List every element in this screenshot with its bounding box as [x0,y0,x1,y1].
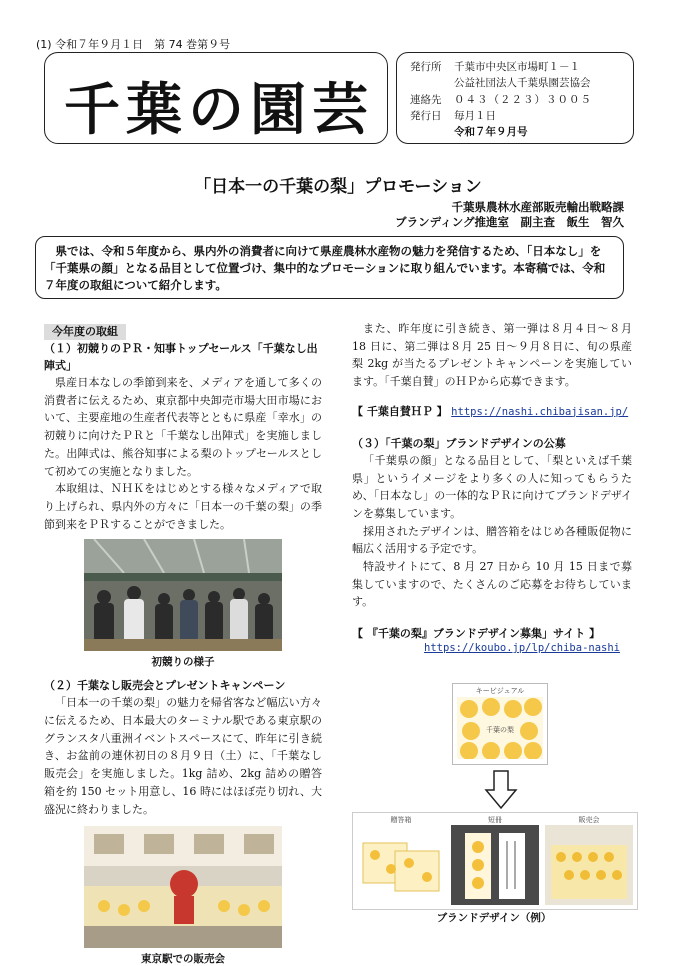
sales-booth-image [545,825,633,905]
contact-phone: ０４３（２２３）３００５ [454,94,592,106]
gift-box-label: 贈答箱 [390,816,412,824]
key-visual-mini-text: 千葉の梨 [486,726,514,734]
issued-month: 令和７年９月号 [454,126,528,138]
link-label-chibajisan: 【 千葉自賛ＨＰ 】 [352,404,448,418]
link-row-koubo [352,625,632,654]
article-author [395,200,624,230]
tanzaku-label: 短冊 [488,816,502,824]
key-visual-label: キービジュアル [475,687,525,695]
issued-label: 発行日 [410,110,442,122]
paragraph-period: 特設サイトにて、8 月 27 日から 10 月 15 日まで募集していますので、たくさんのご応募をお待ちしています。 [352,560,632,609]
paragraph-sales-event: 「日本一の千葉の梨」の魅力を帰省客など幅広い方々に伝えるため、日本最大のターミナル駅である東京駅のグランスタ八重洲イベントスペースにて、昨年に引き続き、お盆前の連休初日の８月９日（土）に、「千葉なし販売会」を実施しました。1kg 詰め、2kg 詰めの贈答箱を約 150 セット用意し、16 時にはほぼ売り切れ、大盛況に終わりました。 [44,696,322,816]
sales-booth-label: 販売会 [578,816,600,824]
right-column [352,320,632,654]
link-label-koubo: 【 『千葉の梨』ブランドデザイン募集」サイト 】 [352,627,601,641]
example-sales-booth [545,815,633,905]
lead-text: 県では、令和５年度から、県内外の消費者に向けて県産農林水産物の魅力を発信するため、「日本なし」を「千葉県の顔」となる品目として位置づけ、集中的なプロモーションに取り組んでいます。本寄稿では、令和７年度の取組について紹介します。 [44,244,606,292]
auction-photo-image [84,539,282,651]
heading-first-auction: （１）初競りのＰＲ・知事トップセールス「千葉なし出陣式」 [44,342,318,372]
example-gift-box [357,815,445,905]
key-visual-image [457,697,543,759]
example-tanzaku [451,815,539,905]
paragraph-usage: 採用されたデザインは、贈答箱をはじめ各種販促物に幅広く活用する予定です。 [352,524,632,556]
contact-label: 連絡先 [410,94,442,106]
photo-first-auction [84,539,282,651]
paragraph-first-auction: 県産日本なしの季節到来を、メディアを通して多くの消費者に伝えるため、東京都中央卸売市場大田市場において、主要産地の生産者代表等とともに県産「幸水」の初競りに向けたＰＲと「千葉なし出陣式」を実施しました。出陣式は、熊谷知事による梨のトップセールスとして初めての実施となりました。 [44,376,322,478]
heading-brand-design: （３）「千葉の梨」ブランドデザインの公募 [352,436,566,450]
chibajisan-link[interactable]: https://nashi.chibajisan.jp/ [451,405,629,418]
heading-sales-event: （２）千葉なし販売会とプレゼントキャンペーン [44,679,286,693]
caption-first-auction: 初競りの様子 [151,656,215,669]
gift-box-image [357,825,445,905]
tanzaku-image [451,825,539,905]
issued-frequency: 毎月１日 [454,110,496,122]
section-tag: 今年度の取組 [44,324,126,340]
publisher-address: 千葉市中央区市場町１－１ [454,61,580,73]
publisher-label: 発行所 [410,61,442,73]
paragraph-media: 本取組は、ＮＨＫをはじめとする様々なメディアで取り上げられ、県内外の方々に「日本一の千葉の梨」の季節到来をＰＲすることができました。 [44,482,322,531]
paragraph-brand-design: 「千葉県の顔」となる品目として、「梨といえば千葉県」というイメージをより多くの人に知ってもらうため、「日本なし」の一体的なＰＲに向けてブランドデザインを募集しています。 [352,453,632,520]
newsletter-logo: 千葉の園芸 [64,77,374,143]
caption-brand-design: ブランドデザイン（例） [436,912,552,924]
down-arrow-icon [484,770,518,810]
key-visual-card [452,683,548,765]
photo-tokyo-station [84,826,282,948]
paragraph-campaign: また、昨年度に引き続き、第一弾は８月４日～８月 18 日に、第二弾は８月 25 日～９月８日に、旬の県産梨 2kg が当たるプレゼントキャンペーンを実施しています。「千葉自賛」のＨＰから応募できます。 [352,322,632,389]
author-name: ブランディング推進室 副主査 飯生 智久 [395,215,624,229]
caption-tokyo-station: 東京駅での販売会 [141,953,225,966]
issue-line: (1) 令和７年９月１日 第 74 巻第９号 [36,38,231,51]
brand-design-examples [352,812,638,910]
publisher-name: 公益社団法人千葉県園芸協会 [454,77,591,89]
tokyo-station-photo-image [84,826,282,948]
left-column [44,320,322,966]
koubo-link[interactable]: https://koubo.jp/lp/chiba-nashi [424,642,620,655]
link-row-chibajisan [352,403,632,419]
article-title: 「日本一の千葉の梨」プロモーション [194,177,482,197]
author-department: 千葉県農林水産部販売輸出戦略課 [451,200,624,214]
